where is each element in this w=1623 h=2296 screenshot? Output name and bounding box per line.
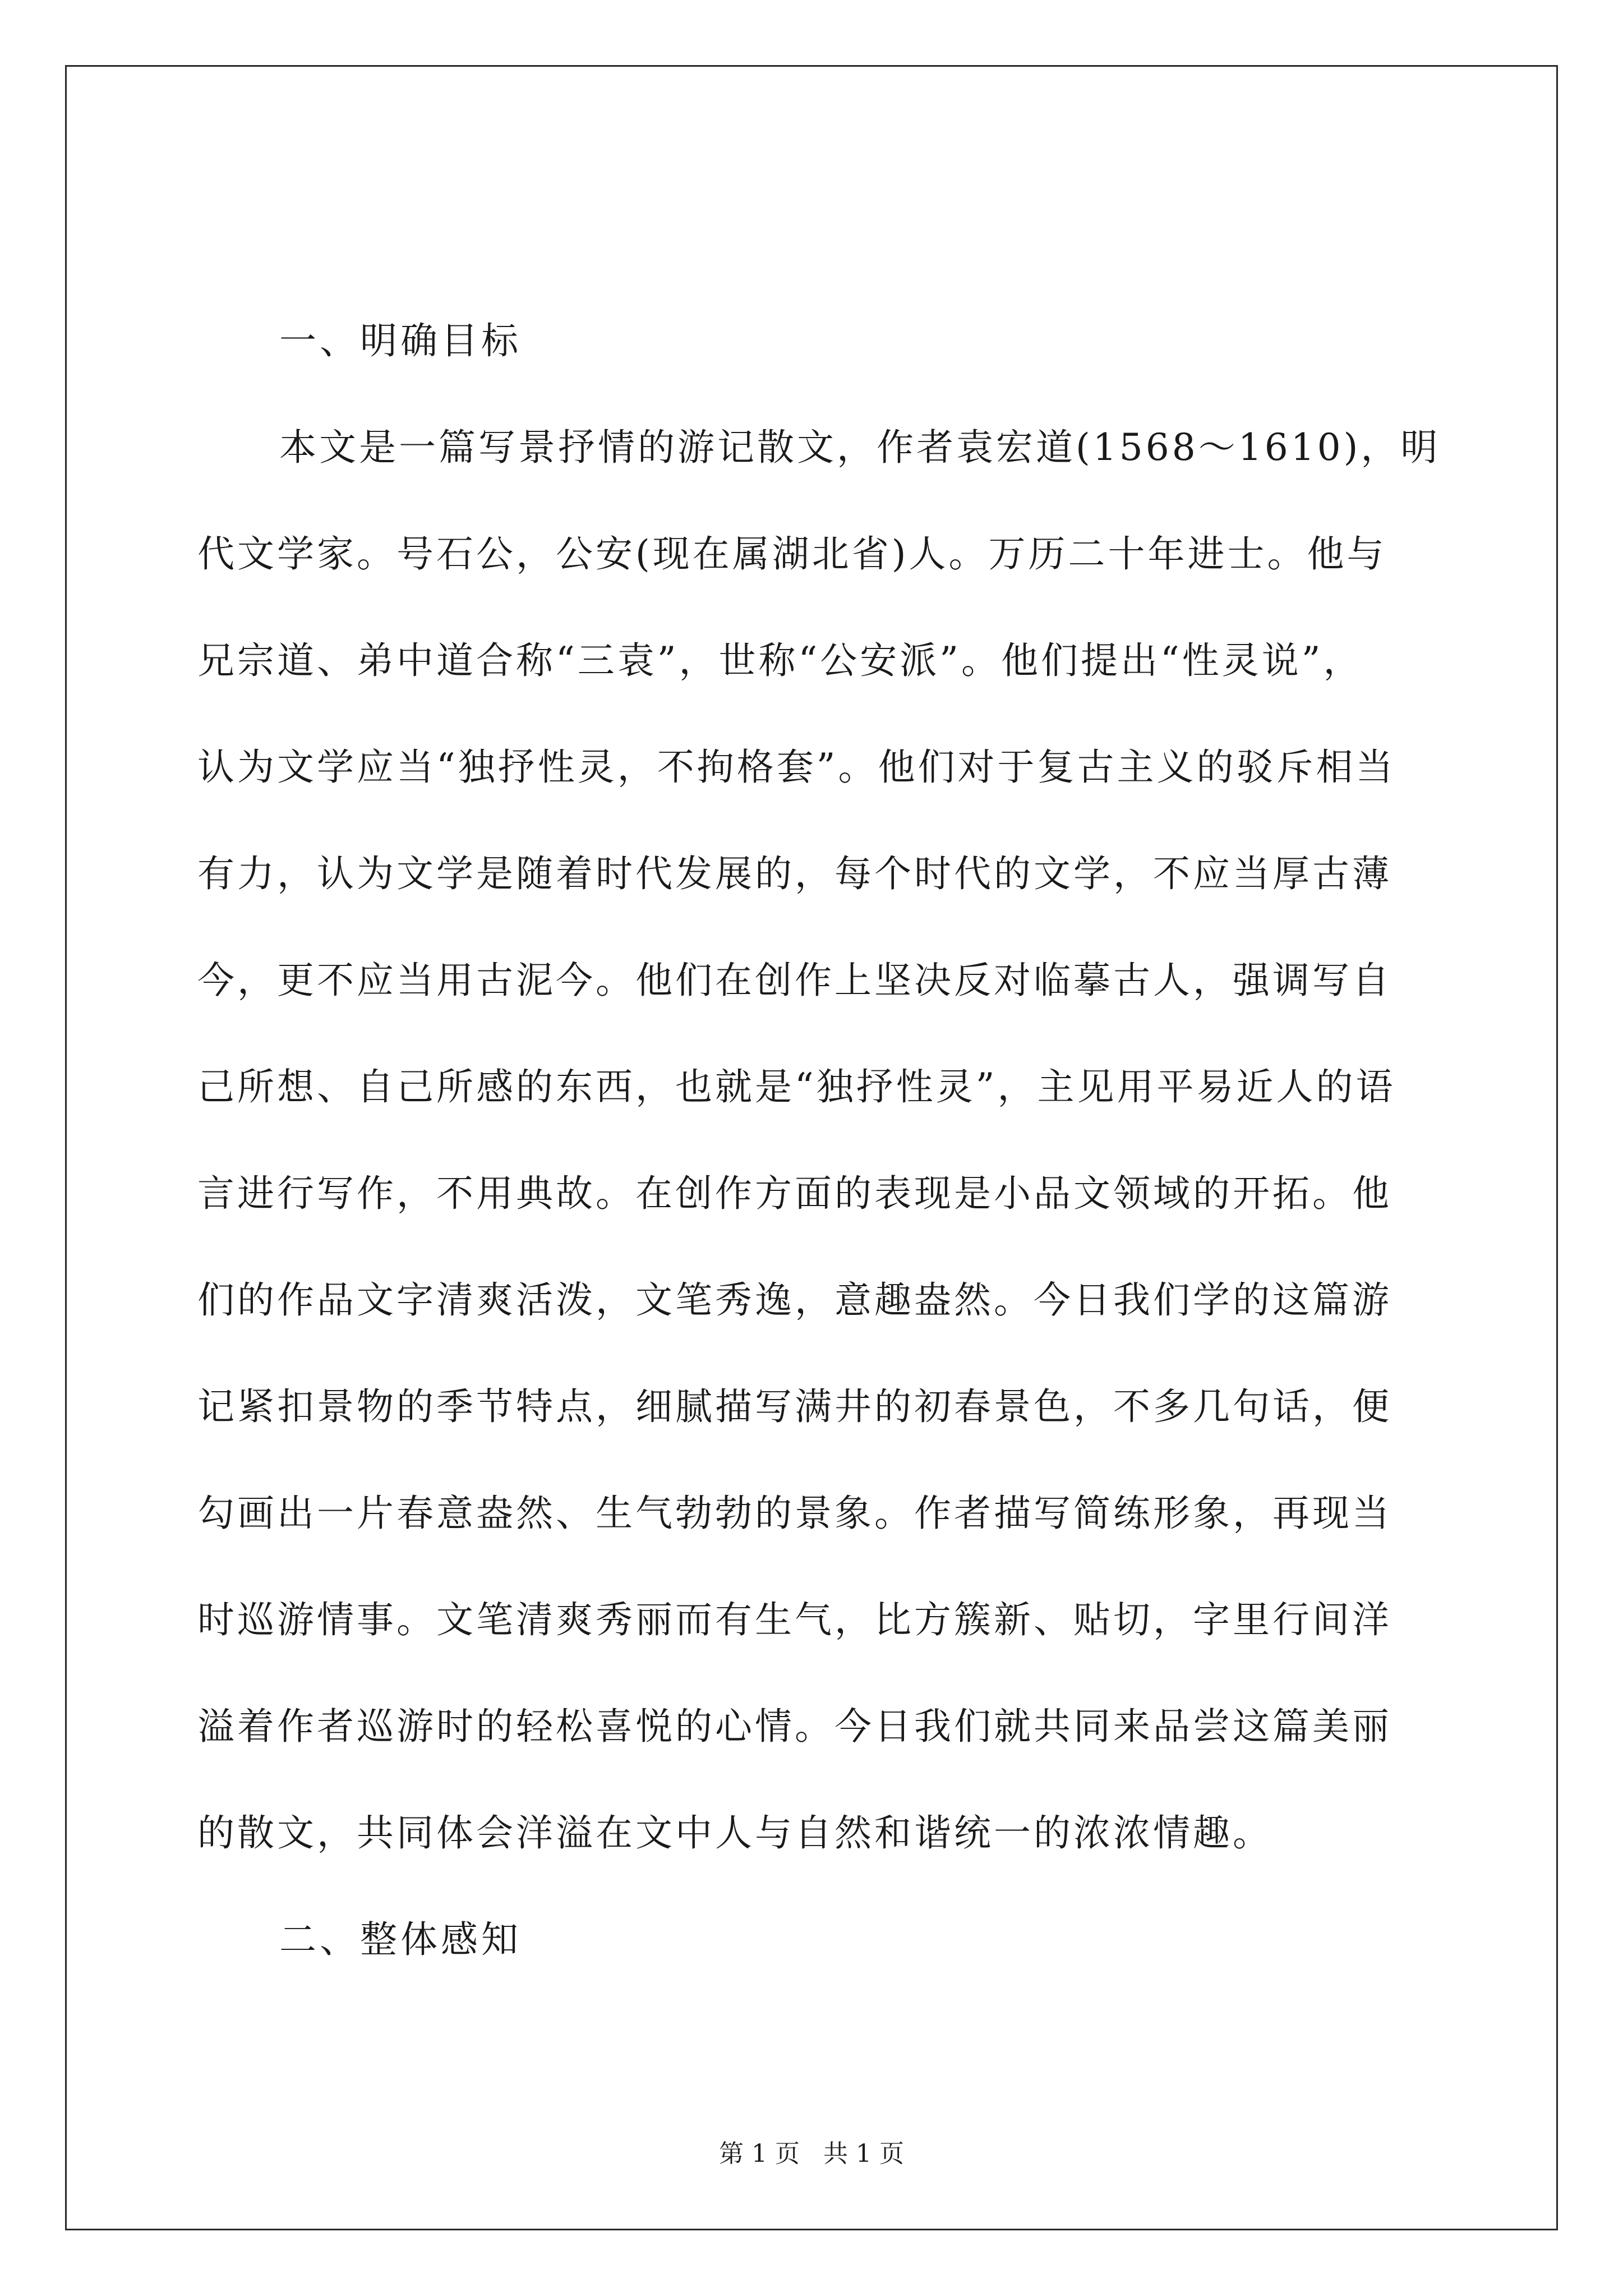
paragraph-line: 们的作品文字清爽活泼，文笔秀逸，意趣盎然。今日我们学的这篇游 [197,1278,1392,1322]
paragraph-line: 的散文，共同体会洋溢在文中人与自然和谐统一的浓浓情趣。 [197,1811,1272,1855]
page-total: 共 1 页 [823,2139,904,2168]
paragraph-line: 代文学家。号石公，公安(现在属湖北省)人。万历二十年进士。他与 [197,532,1387,576]
paragraph-line: 兄宗道、弟中道合称“三袁”，世称“公安派”。他们提出“性灵说”， [197,639,1363,682]
paragraph-line: 今，更不应当用古泥今。他们在创作上坚决反对临摹古人，强调写自 [197,959,1392,1002]
paragraph-line: 言进行写作，不用典故。在创作方面的表现是小品文领域的开拓。他 [197,1172,1392,1215]
paragraph-line: 认为文学应当“独抒性灵，不拘格套”。他们对于复古主义的驳斥相当 [197,746,1396,789]
section-heading-2: 二、整体感知 [279,1918,522,1961]
paragraph-line: 记紧扣景物的季节特点，细腻描写满井的初春景色，不多几句话，便 [197,1385,1392,1428]
section-heading-1: 一、明确目标 [279,319,522,362]
page-footer [0,2137,1623,2171]
paragraph-line: 有力，认为文学是随着时代发展的，每个时代的文学，不应当厚古薄 [197,852,1392,895]
paragraph-line: 时巡游情事。文笔清爽秀丽而有生气，比方簇新、贴切，字里行间洋 [197,1598,1392,1641]
spacer [197,368,1426,421]
document-body [197,314,1441,1967]
paragraph-line: 溢着作者巡游时的轻松喜悦的心情。今日我们就共同来品尝这篇美丽 [197,1705,1392,1748]
page-number: 第 1 页 [719,2139,800,2168]
paragraph-line: 勾画出一片春意盎然、生气勃勃的景象。作者描写简练形象，再现当 [197,1492,1392,1535]
paragraph-line: 本文是一篇写景抒情的游记散文，作者袁宏道(1568～1610)，明 [279,426,1441,469]
paragraph-line: 己所想、自己所感的东西，也就是“独抒性灵”，主见用平易近人的语 [197,1065,1396,1108]
